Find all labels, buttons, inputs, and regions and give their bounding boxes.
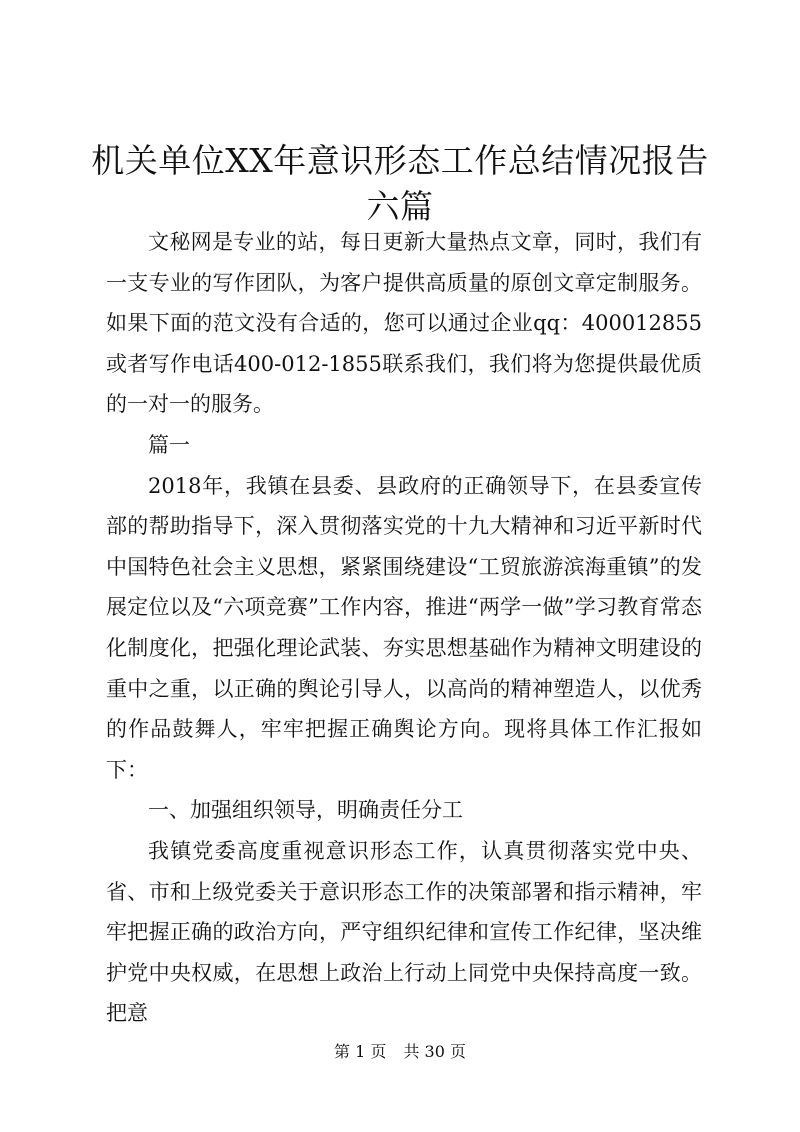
summary-paragraph: 2018年，我镇在县委、县政府的正确领导下，在县委宣传部的帮助指导下，深入贯彻落实党的十九大精神和习近平新时代中国特色社会主义思想，紧紧围绕建设“工贸旅游滨海重镇”的发展定位以及“六项竞赛”工作内容，推进“两学一做”学习教育常态化制度化，把强化理论武装、夯实思想基础作为精神文明建设的重中之重，以正确的舆论引导人，以高尚的精神塑造人，以优秀的作品鼓舞人，牢牢把握正确舆论方向。现将具体工作汇报如下： <box>106 473 702 782</box>
page-number: 第 1 页 <box>334 1042 387 1061</box>
organization-paragraph: 我镇党委高度重视意识形态工作，认真贯彻落实党中央、省、市和上级党委关于意识形态工作的决策部署和指示精神，牢牢把握正确的政治方向，严守组织纪律和宣传工作纪律，坚决维护党中央权威，在思想上政治上行动上同党中央保持高度一致。把意 <box>106 838 702 1026</box>
page-footer <box>0 1042 800 1062</box>
document-title: 机关单位XX年意识形态工作总结情况报告六篇 <box>91 141 709 226</box>
intro-paragraph: 文秘网是专业的站，每日更新大量热点文章，同时，我们有一支专业的写作团队，为客户提供高质量的原创文章定制服务。如果下面的范文没有合适的，您可以通过企业qq：400012855或者写作电话400-012-1855联系我们，我们将为您提供最优质的一对一的服务。 <box>106 230 702 417</box>
document-body <box>106 222 702 1034</box>
page-total: 共 30 页 <box>403 1042 466 1061</box>
section-heading-organization: 一、加强组织领导，明确责任分工 <box>148 798 463 823</box>
section-heading-part-one: 篇一 <box>148 432 190 457</box>
